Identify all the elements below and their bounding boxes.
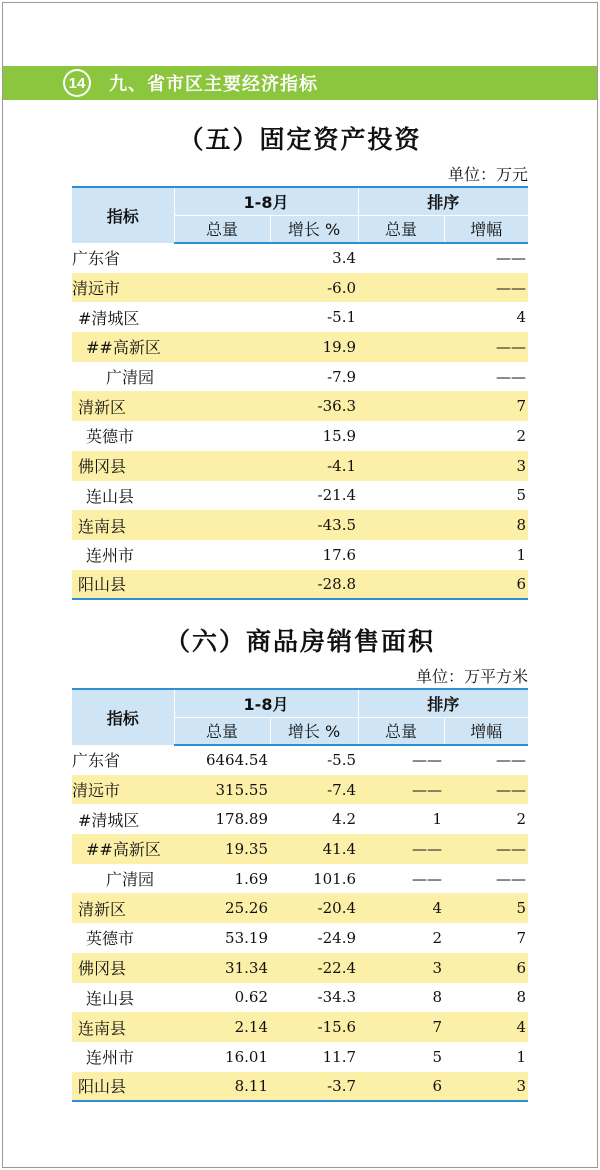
row-label: 连山县: [86, 486, 135, 506]
cell-growth: -4.1: [270, 451, 358, 481]
cell-total: [174, 243, 270, 273]
cell-total: 53.19: [225, 928, 268, 947]
cell-rank-growth: 8: [516, 988, 527, 1007]
header-rank-growth: 增幅: [444, 717, 528, 745]
cell-rank-growth: 1: [516, 545, 527, 564]
cell-growth: 101.6: [313, 869, 357, 888]
cell-total: 2.14: [174, 1012, 270, 1042]
cell-rank-growth: 5: [516, 486, 527, 505]
table-row: [72, 1012, 528, 1042]
cell-rank-growth: 4: [444, 1012, 528, 1042]
table-row: [72, 775, 528, 805]
cell-rank-growth: 3: [444, 451, 528, 481]
cell-total: [174, 570, 270, 600]
header-growth: 增长 %: [270, 717, 358, 745]
cell-total: [174, 302, 270, 332]
cell-growth: 3.4: [332, 249, 357, 268]
cell-rank-total: [358, 570, 444, 600]
cell-growth: -28.8: [270, 570, 358, 600]
table-row: [72, 983, 528, 1013]
table-row: [72, 332, 528, 362]
cell-rank-total: [358, 421, 444, 451]
table-row: [72, 391, 528, 421]
cell-rank-growth: 1: [516, 1047, 527, 1066]
table-row: [72, 1042, 528, 1072]
cell-total: [174, 540, 270, 570]
cell-rank-growth: 6: [444, 953, 528, 983]
row-label: 佛冈县: [72, 953, 174, 983]
cell-rank-total: [358, 302, 444, 332]
housing-sales-area-table: [72, 688, 528, 1102]
header-rank-total: 总量: [358, 215, 444, 243]
row-label: 佛冈县: [72, 451, 174, 481]
cell-total: [174, 481, 270, 511]
cell-growth: 15.9: [322, 426, 357, 445]
header-growth: 增长 %: [270, 215, 358, 243]
row-label: 阳山县: [72, 570, 174, 600]
cell-total: [174, 273, 270, 303]
section2-unit: 单位：万平方米: [415, 667, 528, 686]
cell-growth: -5.1: [327, 308, 357, 327]
cell-rank-total: [358, 391, 444, 421]
header-rank-growth: 增幅: [444, 215, 528, 243]
table-row: [72, 540, 528, 570]
cell-growth: -20.4: [270, 893, 358, 923]
cell-rank-total: [358, 362, 444, 392]
cell-total: 6464.54: [205, 751, 268, 770]
cell-rank-total: 8: [432, 988, 443, 1007]
row-label: 连州市: [86, 1048, 135, 1068]
cell-rank-growth: 4: [516, 308, 527, 327]
cell-rank-total: ——: [358, 775, 444, 805]
cell-rank-growth: 7: [444, 391, 528, 421]
cell-total: 178.89: [215, 810, 268, 829]
table-row: [72, 421, 528, 451]
header-rank: 排序: [358, 689, 528, 717]
cell-rank-growth: ——: [444, 273, 528, 303]
header-indicator: 指标: [72, 187, 174, 243]
header-total: 总量: [174, 717, 270, 745]
table-row: [72, 481, 528, 511]
cell-growth: 11.7: [322, 1047, 357, 1066]
cell-growth: 4.2: [332, 810, 357, 829]
table-row: [72, 570, 528, 600]
table-row: [72, 804, 528, 834]
chapter-title: 九、省市区主要经济指标: [109, 74, 318, 95]
row-label: 广清园: [106, 870, 155, 890]
cell-rank-growth: ——: [496, 869, 527, 888]
row-label: 连南县: [72, 510, 174, 540]
table-row: [72, 243, 528, 273]
row-label: 清远市: [72, 775, 174, 805]
cell-rank-total: [358, 243, 444, 273]
cell-rank-total: [358, 273, 444, 303]
cell-rank-total: 5: [432, 1047, 443, 1066]
cell-rank-growth: ——: [444, 332, 528, 362]
cell-rank-growth: 6: [444, 570, 528, 600]
cell-rank-growth: ——: [444, 834, 528, 864]
row-label: #清城区: [78, 308, 140, 328]
cell-growth: 41.4: [270, 834, 358, 864]
cell-total: 19.35: [174, 834, 270, 864]
cell-rank-growth: 2: [516, 810, 527, 829]
cell-growth: -43.5: [270, 510, 358, 540]
page-number-badge: [63, 69, 91, 97]
cell-rank-total: 4: [358, 893, 444, 923]
cell-total: [174, 362, 270, 392]
cell-growth: -6.0: [270, 273, 358, 303]
row-label: 连南县: [72, 1012, 174, 1042]
cell-total: 25.26: [174, 893, 270, 923]
cell-rank-growth: ——: [496, 367, 527, 386]
cell-growth: -7.9: [327, 367, 357, 386]
cell-rank-growth: 3: [444, 1072, 528, 1102]
cell-total: 8.11: [174, 1072, 270, 1102]
cell-rank-growth: ——: [444, 775, 528, 805]
row-label: ##高新区: [72, 834, 174, 864]
cell-growth: -22.4: [270, 953, 358, 983]
table-row: [72, 745, 528, 775]
header-rank-total: 总量: [358, 717, 444, 745]
row-label: 英德市: [86, 929, 135, 949]
section1-unit: 单位：万元: [447, 165, 528, 184]
table-row: [72, 510, 528, 540]
row-label: 英德市: [86, 427, 135, 447]
header-indicator: 指标: [72, 689, 174, 745]
table-row: [72, 1072, 528, 1102]
row-label: 清新区: [72, 391, 174, 421]
cell-rank-total: ——: [412, 869, 443, 888]
cell-rank-growth: 7: [516, 928, 527, 947]
row-label: 清远市: [72, 273, 174, 303]
cell-total: 0.62: [234, 988, 268, 1007]
table-row: [72, 451, 528, 481]
cell-growth: -15.6: [270, 1012, 358, 1042]
chapter-header-bar: [3, 66, 597, 100]
row-label: 广东省: [72, 249, 121, 269]
header-period: 1-8月: [174, 689, 358, 717]
cell-total: [174, 391, 270, 421]
section2-title: （六）商品房销售面积: [164, 627, 435, 656]
row-label: #清城区: [78, 810, 140, 830]
cell-total: 31.34: [174, 953, 270, 983]
cell-rank-growth: ——: [496, 249, 527, 268]
cell-rank-growth: 5: [444, 893, 528, 923]
cell-total: [174, 510, 270, 540]
table-row: [72, 864, 528, 894]
cell-rank-growth: 2: [516, 426, 527, 445]
cell-rank-total: [358, 540, 444, 570]
cell-growth: -36.3: [270, 391, 358, 421]
cell-rank-total: 3: [358, 953, 444, 983]
row-label: 广清园: [106, 368, 155, 388]
cell-rank-total: 6: [358, 1072, 444, 1102]
cell-growth: -24.9: [317, 928, 357, 947]
cell-total: 16.01: [225, 1047, 268, 1066]
cell-rank-total: ——: [412, 751, 443, 770]
cell-total: 315.55: [174, 775, 270, 805]
table-row: [72, 273, 528, 303]
cell-rank-total: 7: [358, 1012, 444, 1042]
fixed-asset-investment-table: [72, 186, 528, 600]
cell-total: 1.69: [234, 869, 268, 888]
cell-growth: -34.3: [317, 988, 357, 1007]
cell-rank-growth: 8: [444, 510, 528, 540]
table-row: [72, 302, 528, 332]
cell-total: [174, 451, 270, 481]
header-total: 总量: [174, 215, 270, 243]
cell-growth: 19.9: [270, 332, 358, 362]
table-row: [72, 953, 528, 983]
table-row: [72, 834, 528, 864]
section1-title: （五）固定资产投资: [178, 125, 422, 154]
page-number: 14: [65, 71, 89, 95]
cell-total: [174, 421, 270, 451]
cell-rank-total: ——: [358, 834, 444, 864]
row-label: 连山县: [86, 988, 135, 1008]
cell-rank-growth: ——: [496, 751, 527, 770]
cell-growth: -21.4: [317, 486, 357, 505]
row-label: 清新区: [72, 893, 174, 923]
row-label: 阳山县: [72, 1072, 174, 1102]
cell-rank-total: [358, 510, 444, 540]
header-period: 1-8月: [174, 187, 358, 215]
cell-rank-total: 1: [432, 810, 443, 829]
table-row: [72, 362, 528, 392]
header-rank: 排序: [358, 187, 528, 215]
table-row: [72, 893, 528, 923]
cell-rank-total: [358, 481, 444, 511]
row-label: ##高新区: [72, 332, 174, 362]
cell-growth: 17.6: [322, 545, 357, 564]
cell-growth: -3.7: [270, 1072, 358, 1102]
cell-growth: -7.4: [270, 775, 358, 805]
row-label: 连州市: [86, 546, 135, 566]
cell-total: [174, 332, 270, 362]
cell-rank-total: 2: [432, 928, 443, 947]
cell-rank-total: [358, 451, 444, 481]
row-label: 广东省: [72, 751, 121, 771]
cell-rank-total: [358, 332, 444, 362]
cell-growth: -5.5: [327, 751, 357, 770]
table-row: [72, 923, 528, 953]
